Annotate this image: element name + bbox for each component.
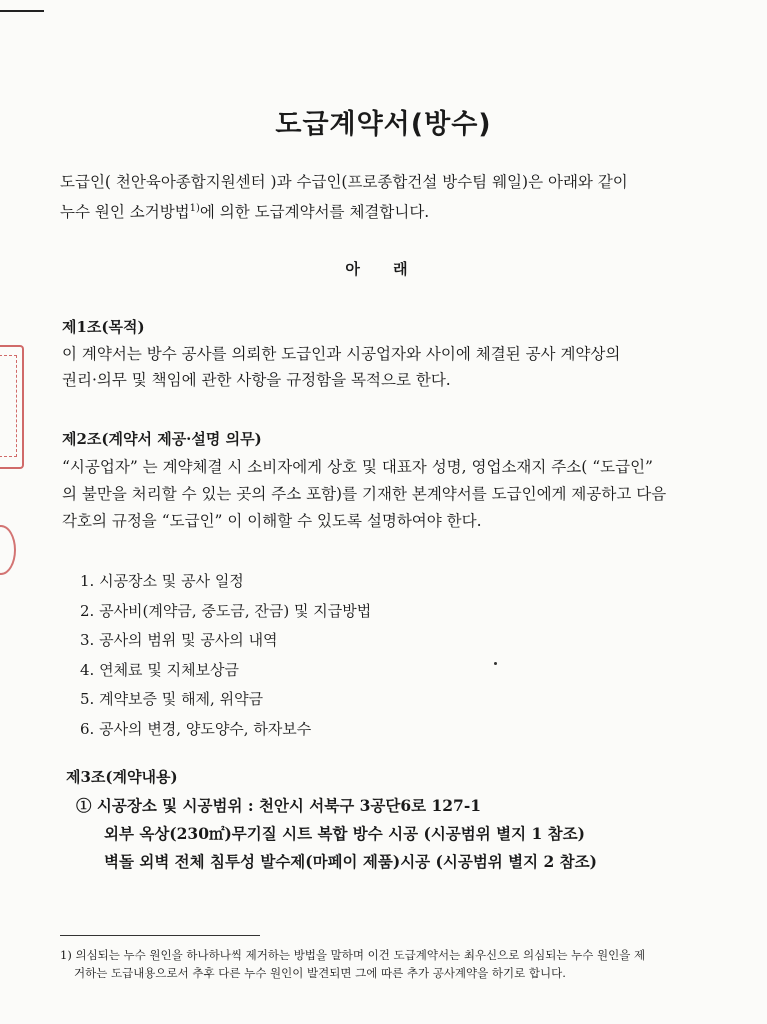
- footnote-ref: 1): [189, 203, 200, 214]
- footnote-divider: [60, 935, 260, 936]
- seal-stamp-left: [0, 345, 24, 469]
- seal-stamp-round: [0, 525, 16, 575]
- footnote-line-2: 거하는 도급내용으로서 추후 다른 누수 원인이 발견되면 그에 따른 추가 공사계약을 하기로 합니다.: [74, 966, 566, 980]
- speck: [494, 662, 497, 665]
- article3-line-2: 외부 옥상(230㎡)무기질 시트 복합 방수 시공 (시공범위 별지 1 참조): [104, 824, 585, 843]
- list-item: 3. 공사의 범위 및 공사의 내역: [80, 631, 278, 649]
- article1-heading: 제1조(목적): [62, 318, 145, 336]
- article1-line-1: 이 계약서는 방수 공사를 의뢰한 도급인과 시공업자와 사이에 체결된 공사 계약상의: [62, 345, 621, 363]
- section-label: 아 래: [345, 260, 422, 278]
- article2-item-list: [80, 570, 371, 747]
- article3-heading: 제3조(계약내용): [66, 768, 178, 786]
- list-item: 4. 연체료 및 지체보상금: [80, 660, 240, 679]
- article2-line-2: 의 불만을 처리할 수 있는 곳의 주소 포함)를 기재한 본계약서를 도급인에게 제공하고 다음: [62, 485, 667, 503]
- article3-line-1: ① 시공장소 및 시공범위 : 천안시 서북구 3공단6로 127-1: [76, 796, 482, 815]
- list-item: 2. 공사비(계약금, 중도금, 잔금) 및 지급방법: [80, 601, 372, 620]
- intro-line-2-suffix: 에 의한 도급계약서를 체결합니다.: [199, 203, 430, 222]
- article2-line-3: 각호의 규정을 “도급인” 이 이해할 수 있도록 설명하여야 한다.: [62, 512, 482, 530]
- article2-line-1: “시공업자” 는 계약체결 시 소비자에게 상호 및 대표자 성명, 영업소재지 주소( “도급인”: [62, 458, 653, 476]
- intro-line-2-prefix: 누수 원인 소거방법: [60, 203, 190, 222]
- article2-heading: 제2조(계약서 제공·설명 의무): [62, 430, 262, 448]
- list-item: 6. 공사의 변경, 양도양수, 하자보수: [80, 719, 312, 738]
- article1-line-2: 권리·의무 및 책임에 관한 사항을 규정함을 목적으로 한다.: [62, 371, 451, 389]
- article3-line-3: 벽돌 외벽 전체 침투성 발수제(마페이 제품)시공 (시공범위 별지 2 참조): [104, 852, 597, 871]
- intro-line-2: [60, 204, 429, 221]
- document-title: 도급계약서(방수): [275, 109, 492, 140]
- list-item: 1. 시공장소 및 공사 일정: [80, 572, 244, 590]
- list-item: 5. 계약보증 및 해제, 위약금: [80, 690, 264, 708]
- corner-mark: [0, 0, 44, 12]
- footnote-line-1: 1) 의심되는 누수 원인을 하나하나씩 제거하는 방법을 말하며 이건 도급계약서는 최우신으로 의심되는 누수 원인을 제: [60, 948, 646, 962]
- intro-line-1: 도급인( 천안육아종합지원센터 )과 수급인(프로종합건설 방수팀 웨일)은 아래와 같이: [60, 173, 628, 191]
